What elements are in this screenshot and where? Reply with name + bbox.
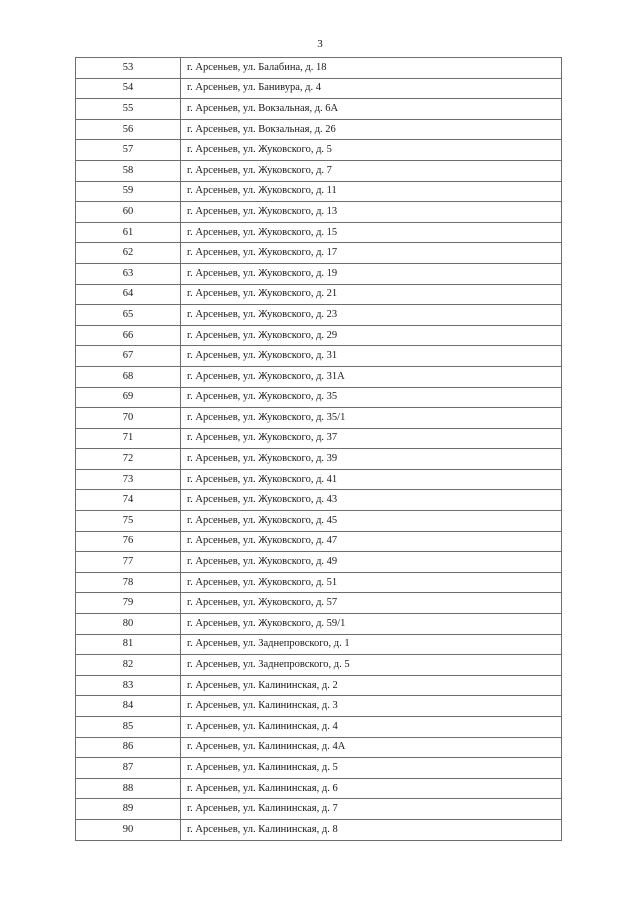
row-number-cell: 78 (76, 572, 181, 593)
address-cell: г. Арсеньев, ул. Жуковского, д. 39 (181, 449, 562, 470)
row-number-cell: 59 (76, 181, 181, 202)
address-cell: г. Арсеньев, ул. Жуковского, д. 47 (181, 531, 562, 552)
address-cell: г. Арсеньев, ул. Жуковского, д. 37 (181, 428, 562, 449)
table-row (76, 305, 562, 326)
row-number-cell: 86 (76, 737, 181, 758)
table-row (76, 511, 562, 532)
table-row (76, 552, 562, 573)
table-row (76, 78, 562, 99)
table-row (76, 181, 562, 202)
row-number-cell: 73 (76, 469, 181, 490)
row-number-cell: 84 (76, 696, 181, 717)
row-number-cell: 54 (76, 78, 181, 99)
table-row (76, 408, 562, 429)
address-cell: г. Арсеньев, ул. Калининская, д. 5 (181, 758, 562, 779)
row-number-cell: 69 (76, 387, 181, 408)
row-number-cell: 89 (76, 799, 181, 820)
address-cell: г. Арсеньев, ул. Жуковского, д. 21 (181, 284, 562, 305)
row-number-cell: 53 (76, 58, 181, 79)
row-number-cell: 74 (76, 490, 181, 511)
table-row (76, 263, 562, 284)
row-number-cell: 83 (76, 675, 181, 696)
row-number-cell: 65 (76, 305, 181, 326)
address-cell: г. Арсеньев, ул. Жуковского, д. 31 (181, 346, 562, 367)
table-row (76, 469, 562, 490)
address-cell: г. Арсеньев, ул. Жуковского, д. 51 (181, 572, 562, 593)
address-cell: г. Арсеньев, ул. Жуковского, д. 7 (181, 160, 562, 181)
table-row (76, 717, 562, 738)
address-cell: г. Арсеньев, ул. Калининская, д. 2 (181, 675, 562, 696)
address-cell: г. Арсеньев, ул. Калининская, д. 4А (181, 737, 562, 758)
address-cell: г. Арсеньев, ул. Калининская, д. 7 (181, 799, 562, 820)
address-cell: г. Арсеньев, ул. Жуковского, д. 19 (181, 263, 562, 284)
address-cell: г. Арсеньев, ул. Вокзальная, д. 6А (181, 99, 562, 120)
address-cell: г. Арсеньев, ул. Жуковского, д. 13 (181, 202, 562, 223)
address-cell: г. Арсеньев, ул. Жуковского, д. 35/1 (181, 408, 562, 429)
address-cell: г. Арсеньев, ул. Жуковского, д. 41 (181, 469, 562, 490)
address-cell: г. Арсеньев, ул. Жуковского, д. 57 (181, 593, 562, 614)
table-row (76, 593, 562, 614)
address-cell: г. Арсеньев, ул. Жуковского, д. 45 (181, 511, 562, 532)
table-row (76, 675, 562, 696)
table-row (76, 758, 562, 779)
table-row (76, 160, 562, 181)
address-cell: г. Арсеньев, ул. Калининская, д. 8 (181, 819, 562, 840)
row-number-cell: 70 (76, 408, 181, 429)
row-number-cell: 79 (76, 593, 181, 614)
address-cell: г. Арсеньев, ул. Жуковского, д. 43 (181, 490, 562, 511)
row-number-cell: 71 (76, 428, 181, 449)
row-number-cell: 62 (76, 243, 181, 264)
address-cell: г. Арсеньев, ул. Калининская, д. 4 (181, 717, 562, 738)
row-number-cell: 58 (76, 160, 181, 181)
row-number-cell: 81 (76, 634, 181, 655)
row-number-cell: 80 (76, 614, 181, 635)
table-row (76, 119, 562, 140)
address-table-body (76, 58, 562, 841)
row-number-cell: 68 (76, 366, 181, 387)
table-row (76, 449, 562, 470)
address-cell: г. Арсеньев, ул. Балабина, д. 18 (181, 58, 562, 79)
table-row (76, 99, 562, 120)
table-row (76, 222, 562, 243)
table-row (76, 572, 562, 593)
address-cell: г. Арсеньев, ул. Жуковского, д. 31А (181, 366, 562, 387)
row-number-cell: 66 (76, 325, 181, 346)
table-row (76, 778, 562, 799)
row-number-cell: 85 (76, 717, 181, 738)
table-row (76, 284, 562, 305)
row-number-cell: 55 (76, 99, 181, 120)
row-number-cell: 57 (76, 140, 181, 161)
address-cell: г. Арсеньев, ул. Жуковского, д. 17 (181, 243, 562, 264)
row-number-cell: 64 (76, 284, 181, 305)
table-row (76, 634, 562, 655)
address-cell: г. Арсеньев, ул. Вокзальная, д. 26 (181, 119, 562, 140)
table-row (76, 531, 562, 552)
row-number-cell: 88 (76, 778, 181, 799)
table-row (76, 202, 562, 223)
row-number-cell: 82 (76, 655, 181, 676)
table-row (76, 490, 562, 511)
address-cell: г. Арсеньев, ул. Жуковского, д. 23 (181, 305, 562, 326)
address-cell: г. Арсеньев, ул. Жуковского, д. 35 (181, 387, 562, 408)
table-row (76, 366, 562, 387)
row-number-cell: 90 (76, 819, 181, 840)
table-row (76, 737, 562, 758)
row-number-cell: 63 (76, 263, 181, 284)
table-row (76, 325, 562, 346)
address-cell: г. Арсеньев, ул. Жуковского, д. 49 (181, 552, 562, 573)
row-number-cell: 67 (76, 346, 181, 367)
address-cell: г. Арсеньев, ул. Заднепровского, д. 5 (181, 655, 562, 676)
table-row (76, 696, 562, 717)
table-row (76, 346, 562, 367)
row-number-cell: 72 (76, 449, 181, 470)
address-cell: г. Арсеньев, ул. Жуковского, д. 59/1 (181, 614, 562, 635)
address-cell: г. Арсеньев, ул. Жуковского, д. 29 (181, 325, 562, 346)
table-row (76, 387, 562, 408)
address-table (75, 57, 562, 841)
row-number-cell: 61 (76, 222, 181, 243)
table-row (76, 140, 562, 161)
address-cell: г. Арсеньев, ул. Жуковского, д. 5 (181, 140, 562, 161)
address-cell: г. Арсеньев, ул. Калининская, д. 3 (181, 696, 562, 717)
address-cell: г. Арсеньев, ул. Заднепровского, д. 1 (181, 634, 562, 655)
table-row (76, 819, 562, 840)
table-row (76, 428, 562, 449)
address-cell: г. Арсеньев, ул. Жуковского, д. 15 (181, 222, 562, 243)
row-number-cell: 56 (76, 119, 181, 140)
row-number-cell: 87 (76, 758, 181, 779)
table-row (76, 243, 562, 264)
table-row (76, 655, 562, 676)
table-row (76, 614, 562, 635)
table-row (76, 58, 562, 79)
row-number-cell: 60 (76, 202, 181, 223)
address-cell: г. Арсеньев, ул. Калининская, д. 6 (181, 778, 562, 799)
table-row (76, 799, 562, 820)
page-number: 3 (317, 38, 323, 50)
address-cell: г. Арсеньев, ул. Жуковского, д. 11 (181, 181, 562, 202)
row-number-cell: 76 (76, 531, 181, 552)
row-number-cell: 75 (76, 511, 181, 532)
row-number-cell: 77 (76, 552, 181, 573)
address-cell: г. Арсеньев, ул. Банивура, д. 4 (181, 78, 562, 99)
